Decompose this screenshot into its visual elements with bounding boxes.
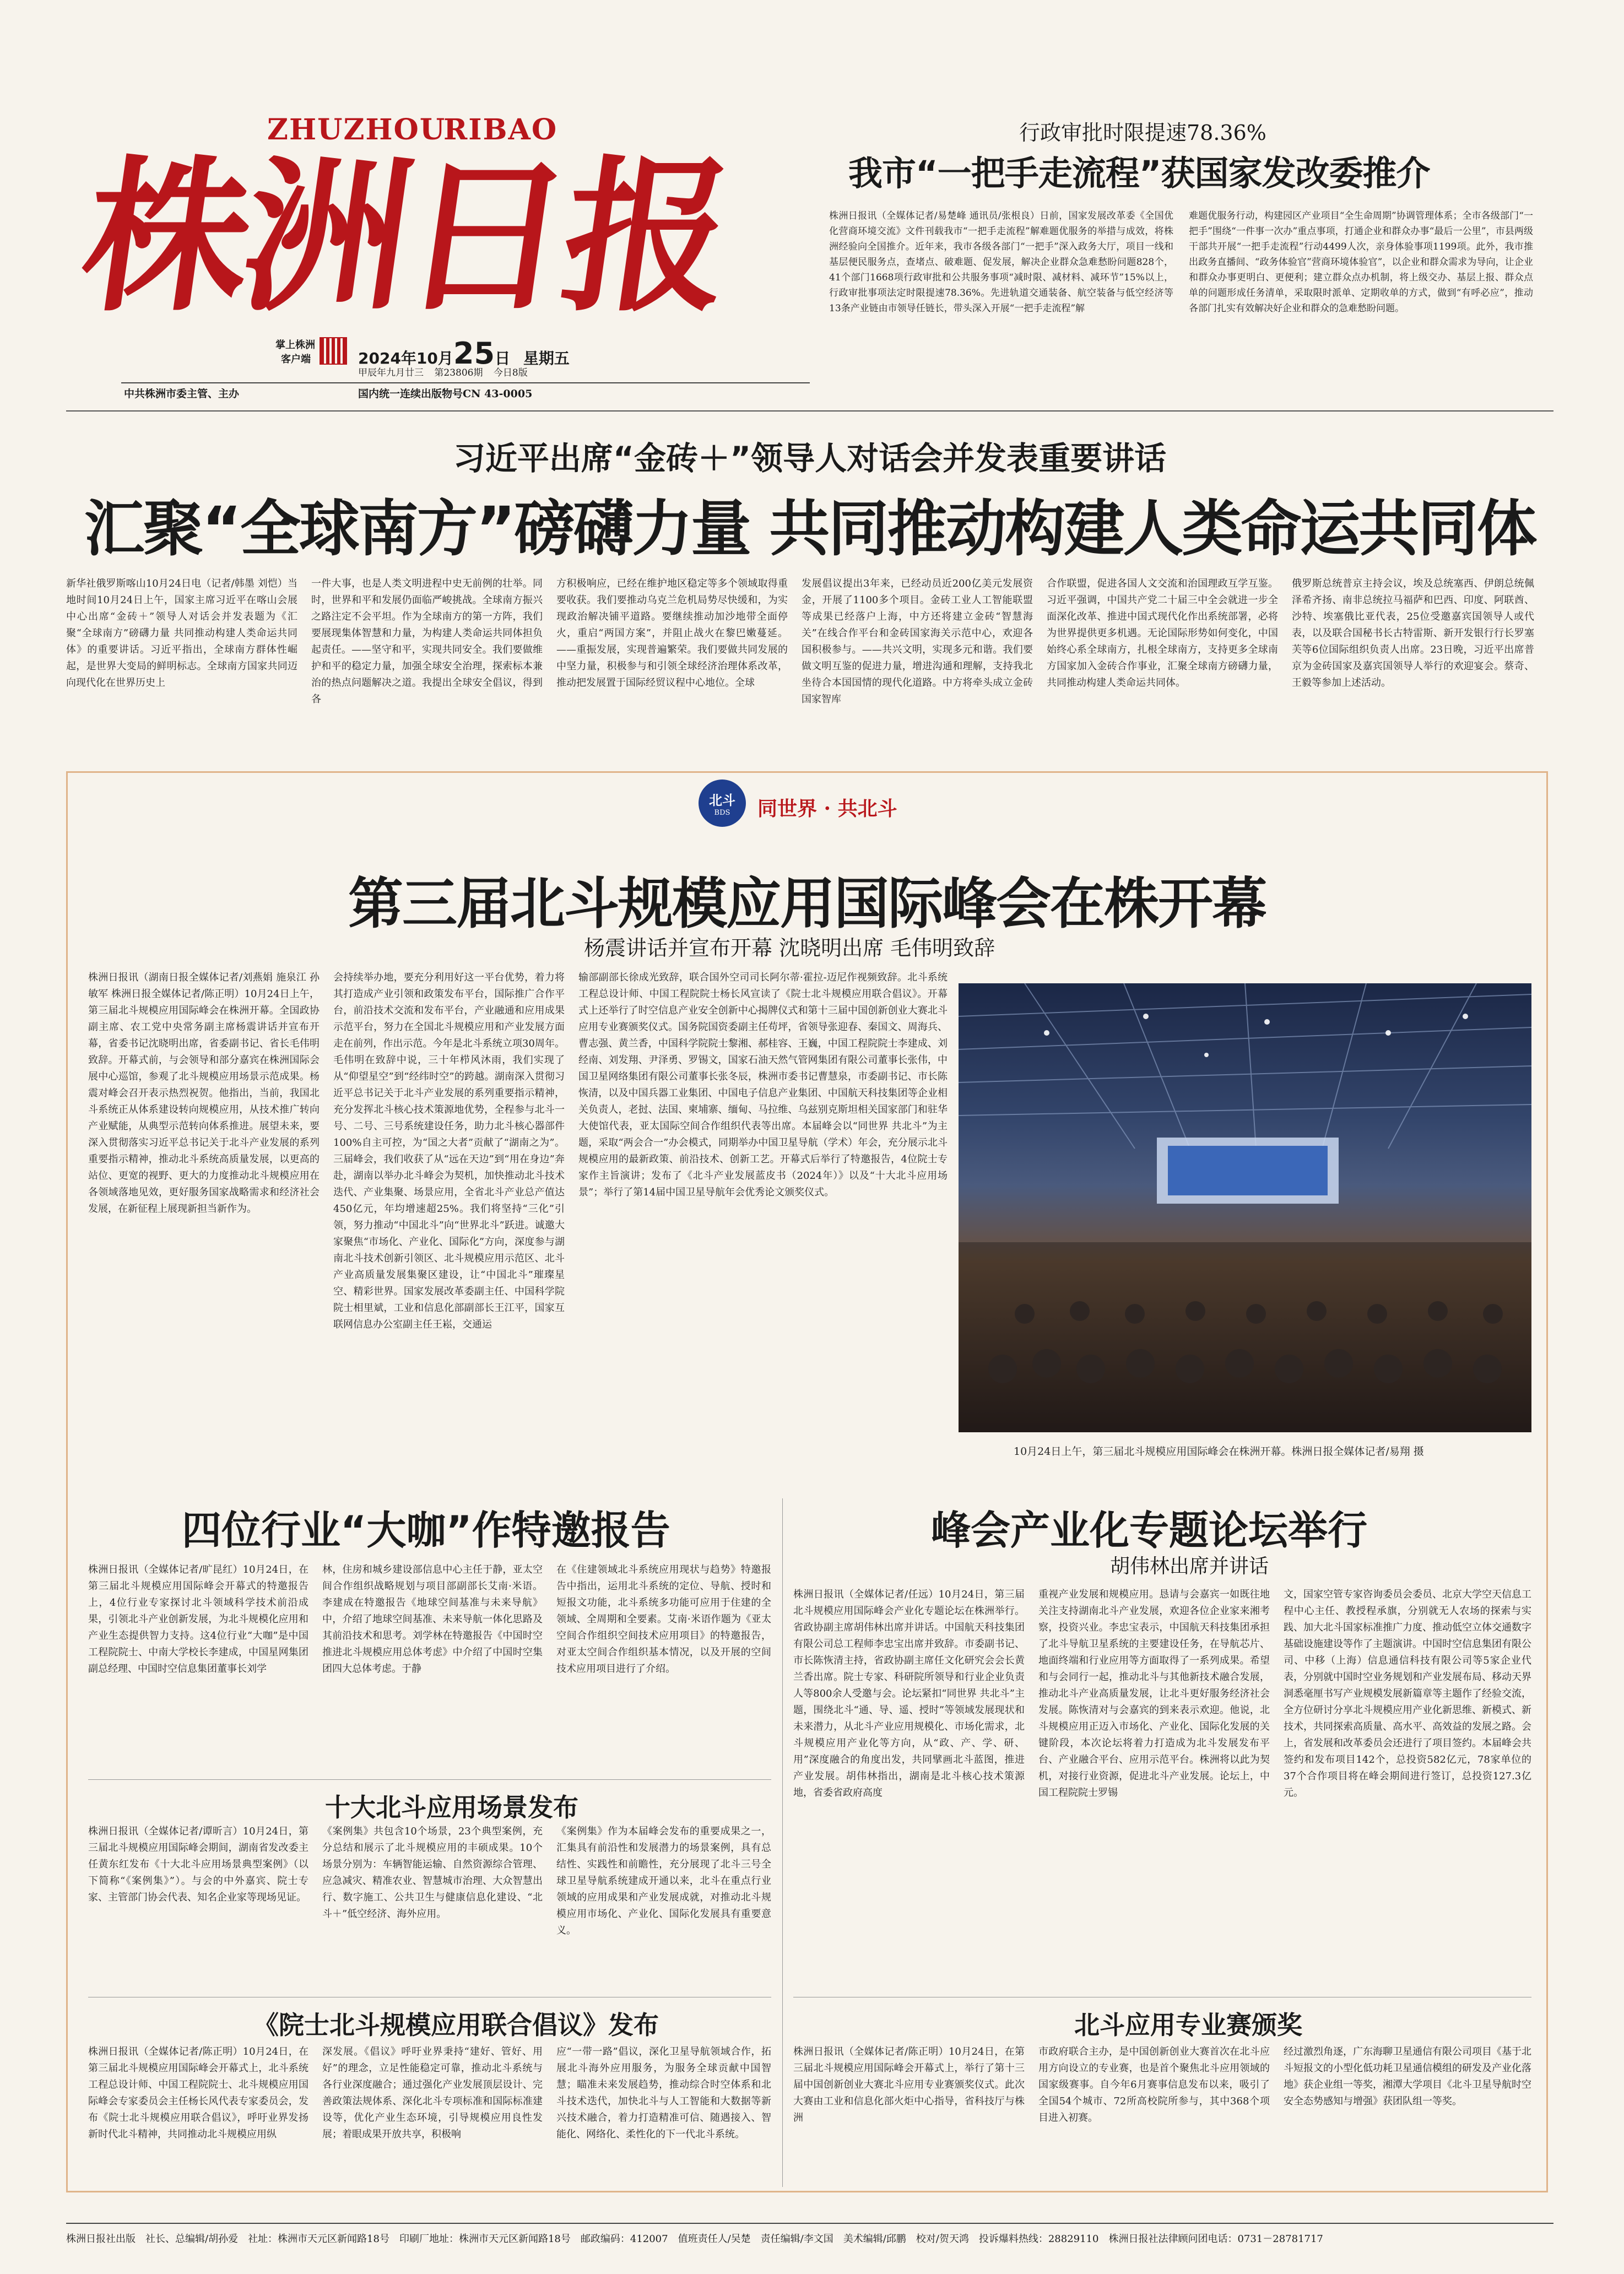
initiative-headline[interactable]: 《院士北斗规模应用联合倡议》发布 (253, 2010, 659, 2040)
initiative-col3: 应“一带一路”倡议，深化卫星导航领域合作，拓展北斗海外应用服务，为服务全球贡献中国智慧；瞄准未来发展趋势，推动综合时空体系和北斗技术迭代，加快北斗与人工智能和大数据等新兴技术融合，着力打造精准可信、随遇接入、智能化、网络化、柔性化的下一代北斗系统。 (556, 2046, 771, 2140)
beidou-subhead: 杨震讲话并宣布开幕 沈晓明出席 毛伟明致辞 (584, 936, 995, 960)
beidou-section-label: 同世界 · 共北斗 (757, 797, 897, 820)
page-count: 今日8版 (493, 367, 528, 378)
lead-kicker: 习近平出席“金砖＋”领导人对话会并发表重要讲话 (453, 440, 1167, 477)
forum-col1: 株洲日报讯（全媒体记者/任远）10月24日，第三届北斗规模应用国际峰会产业化专题论坛在株洲举行。省政协副主席胡伟林出席并讲话。中国航天科技集团有限公司总工程师李忠宝出席并致辞。市委副书记、市长陈恢清主持，省政协副主席任文化研究会会长黄兰香出席。院士专家、科研院所领导和行业企业负责人等800余人受邀与会。论坛紧扣“同世界 共北斗”主题，围绕北斗“通、导、遥、授时”等领域发展现状和未来潜力，从北斗产业应用规模化、市场化需求，北斗规模应用产业化等方向，从“政、产、学、研、用”深度融合的角度出发，共同擘画北斗蓝图，推进产业发展。胡伟林指出，湖南是北斗核心技术策源地，省委省政府高度 (793, 1589, 1025, 1799)
top-story-kicker: 行政审批时限提速78.36% (1019, 121, 1266, 145)
top-story-headline[interactable]: 我市“一把手走流程”获国家发改委推介 (848, 153, 1430, 193)
keynote-col3: 在《住建领域北斗系统应用现状与趋势》特邀报告中指出，运用北斗系统的定位、导航、授时和短报文功能，北斗系统多功能可应用于住建的全领域、全周期和全要素。艾南·米语作题为《亚太空间合作组织空间技术应用项目》的特邀报告，对亚太空间合作组织基本情况，以及开展的空间技术应用项目进行了介绍。 (556, 1564, 771, 1675)
scenarios-headline[interactable]: 十大北斗应用场景发布 (325, 1793, 578, 1822)
issue-number: 第23806期 (434, 367, 483, 378)
sponsor: 中共株洲市委主管、主办 (124, 388, 240, 400)
initiative-col2: 深发展。《倡议》呼吁业界秉持“建好、管好、用好”的理念，立足性能稳定可靠，推动北斗系统与各行业深度融合；通过强化产业发展顶层设计、完善政策法规体系、深化北斗专项标准和国际标准建设等，优化产业生态环境，引导规模应用良性发展；着眼成果开放共享，积极响 (322, 2046, 543, 2140)
top-story-col1: 株洲日报讯（全媒体记者/易楚峰 通讯员/张根良）日前，国家发展改革委《全国优化营商环境交流》文件刊载我市“一把手走流程”解难题优服务的举措与成效，将株洲经验向全国推介。近年来，我市各级各部门“一把手”深入政务大厅，项目一线和基层便民服务点，查堵点、破难题、促发展，解决企业群众急难愁盼问题828个，41个部门1668项行政审批和公共服务事项“减时限、减材料、减环节”15%以上，行政审批事项法定时限提速78.36%。先进轨道交通装备、航空装备与低空经济等13条产业链由市领导任链长，带头深入开展“一把手走流程”解 (829, 210, 1173, 314)
forum-col3: 文，国家空管专家咨询委员会委员、北京大学空天信息工程中心主任、教授程承旗，分别就无人农场的探索与实践、加大北斗国家标准推广力度、推动低空立体交通数字基础设施建设等作了主题演讲。中国时空信息集团有限公司、中移（上海）信息通信科技有限公司等5家企业代表，分别就中国时空业务规划和产业发展布局、移动天界洞悉毫厘书写产业规模发展新篇章等主题作了经验交流，全方位研讨分享北斗规模应用产业化新思维、新模式、新技术，共同探索高质量、高水平、高效益的发展之路。会上，省发展和改革委员会还进行了项目签约。本届峰会共签约和发布项目142个，总投资582亿元，78家单位的37个合作项目将在峰会期间进行签订，总投资127.3亿元。 (1284, 1589, 1531, 1799)
photo-caption: 10月24日上午，第三届北斗规模应用国际峰会在株洲开幕。株洲日报全媒体记者/易翔 摄 (1014, 1445, 1424, 1458)
date-suffix: 日 (495, 349, 511, 367)
date-prefix: 2024年10月 (358, 349, 453, 367)
award-col3: 经过激烈角逐，广东海聊卫星通信有限公司项目《基于北斗短报文的小型化低功耗卫星通信模组的研发及产业化落地》获企业组一等奖，湘潭大学项目《北斗卫星导航时空安全态势感知与增强》获团队组一等奖。 (1284, 2046, 1531, 2107)
scenarios-col3: 《案例集》作为本届峰会发布的重要成果之一，汇集具有前沿性和发展潜力的场景案例，具有总结性、实践性和前瞻性，充分展现了北斗三号全球卫星导航系统建成开通以来，北斗在重点行业领域的应用成果和产业发展成就，对推动北斗规模应用市场化、产业化、国际化发展具有重要意义。 (556, 1826, 771, 1936)
beidou-col1: 株洲日报讯（湖南日报全媒体记者/刘燕娟 施泉江 孙敏军 株洲日报全媒体记者/陈正明）10月24日上午，第三届北斗规模应用国际峰会在株洲开幕。全国政协副主席、农工党中央常务副主席杨震讲话并宣布开幕，省委书记沈晓明出席，省委副书记、省长毛伟明致辞。开幕式前，与会领导和部分嘉宾在株洲国际会展中心巡馆，参观了北斗规模应用场景示范成果。杨震对峰会召开表示热烈祝贺。他指出，当前，我国北斗系统正从体系建设转向规模应用，从技术推广转向产业赋能，从典型示范转向体系推进。展望未来，要深入贯彻落实习近平总书记关于北斗产业发展的系列重要指示精神，推动北斗系统高质量发展，以更高的站位、更宽的视野、更大的力度推动北斗规模应用在各领域落地见效，更好服务国家战略需求和经济社会发展，在新征程上展现新担当新作为。 (88, 972, 320, 1215)
lead-col3: 方积极响应，已经在维护地区稳定等多个领域取得重要收获。我们要推动乌克兰危机局势尽快缓和，为实现政治解决铺平道路。要继续推动加沙地带全面停火，重启“两国方案”，并阻止战火在黎巴嫩蔓延。——重振发展，实现普遍繁荣。我们要做共同发展的中坚力量，积极参与和引领全球经济治理体系改革，推动把发展置于国际经贸议程中心地位。全球 (556, 578, 788, 689)
masthead-title: 株洲日报 (72, 139, 738, 334)
award-col1: 株洲日报讯（全媒体记者/陈正明）10月24日，在第三届北斗规模应用国际峰会开幕式上，举行了第十三届中国创新创业大赛北斗应用专业赛颁奖仪式。此次大赛由工业和信息化部火炬中心指导，省科技厅与株洲 (793, 2046, 1025, 2124)
lead-col2: 一件大事，也是人类文明进程中史无前例的壮举。同时，世界和平和发展仍面临严峻挑战。全球南方振兴之路注定不会平坦。作为全球南方的第一方阵，我们要展现集体智慧和力量，为构建人类命运共同体担负起责任。——坚守和平，实现共同安全。我们要做维护和平的稳定力量，加强全球安全治理，探索标本兼治的热点问题解决之道。我提出全球安全倡议，得到各 (311, 578, 543, 705)
app-label: 掌上株洲 (275, 339, 315, 351)
beidou-logo-sub: BDS (714, 809, 730, 817)
initiative-col1: 株洲日报讯（全媒体记者/陈正明）10月24日，在第三届北斗规模应用国际峰会开幕式上，北斗系统工程总设计师、中国工程院院士、北斗规模应用国际峰会专家委员会主任杨长风代表专家委员会，发布《院士北斗规模应用联合倡议》，呼吁业界发扬新时代北斗精神，共同推动北斗规模应用纵 (88, 2046, 308, 2140)
beidou-logo (699, 779, 746, 827)
masthead-pinyin-left: ZHUZHOU (267, 113, 446, 147)
lunar-date: 甲辰年九月廿三 (358, 367, 424, 378)
photo-illustration (959, 983, 1531, 1432)
issue-line (358, 365, 528, 378)
forum-col2: 重视产业发展和规模应用。恳请与会嘉宾一如既往地关注支持湖南北斗产业发展，欢迎各位企业家来湘考察，投资兴业。李忠宝表示，中国航天科技集团承担了北斗导航卫星系统的主要建设任务，在导航芯片、地面终端和行业应用等方面取得了一系列成果。希望和与会同行一起，推动北斗与其他新技术融合发展，推动北斗产业高质量发展，让北斗更好服务经济社会发展。陈恢清对与会嘉宾的到来表示欢迎。他说，北斗规模应用正迈入市场化、产业化、国际化发展的关键阶段，本次论坛将着力打造成为北斗发展发布平台、产业融合平台、应用示范平台。株洲将以此为契机，对接行业资源，促进北斗产业发展。论坛上，中国工程院院士罗锡 (1038, 1589, 1270, 1799)
beidou-headline[interactable]: 第三届北斗规模应用国际峰会在株开幕 (348, 871, 1266, 936)
lead-col5: 合作联盟，促进各国人文交流和治国理政互学互鉴。习近平强调，中国共产党二十届三中全会就进一步全面深化改革、推进中国式现代化作出系统部署，必将为世界提供更多机遇。无论国际形势如何变化，中国始终心系全球南方，扎根全球南方，支持更多全球南方国家加入金砖合作事业，汇聚全球南方磅礴力量，共同推动构建人类命运共同体。 (1047, 578, 1278, 689)
scenarios-col1: 株洲日报讯（全媒体记者/谭昕言）10月24日，第三届北斗规模应用国际峰会期间，湖南省发改委主任黄东红发布《十大北斗应用场景典型案例》（以下简称“《案例集》”）。与会的中外嘉宾、院士专家、主管部门协会代表、知名企业家等现场见证。 (88, 1826, 308, 1903)
beidou-col3: 输部副部长徐成光致辞，联合国外空司司长阿尔蒂·霍拉-迈尼作视频致辞。北斗系统工程总设计师、中国工程院院士杨长风宣读了《院士北斗规模应用联合倡议》。开幕式上还举行了时空信息产业安全创新中心揭牌仪式和第十三届中国创新创业大赛北斗应用专业赛颁奖仪式。国务院国资委副主任苟坪，省领导张迎春、秦国文、周海兵、曹志强、黄兰香，中国科学院院士黎湘、郝桂容、王巍，中国工程院院士李建成、刘经南、刘发翔、尹泽勇、罗锡文，国家石油天然气管网集团有限公司董事长张伟，中国卫星网络集团有限公司董事长张冬辰，株洲市委书记曹慧泉，市委副书记、市长陈恢清，以及中国兵器工业集团、中国电子信息产业集团、中国航天科技集团等企业相关负责人，老挝、法国、柬埔寨、缅甸、马拉维、乌兹别克斯坦相关国家部门和驻华大使馆代表，亚太国际空间合作组织代表等出席。本届峰会以“同世界 共北斗”为主题，采取“两会合一”办会模式，同期举办中国卫星导航（学术）年会，充分展示北斗规模应用的最新政策、前沿技术、创新工艺。开幕式后举行了特邀报告，4位院士专家作主旨演讲；发布了《北斗产业发展蓝皮书（2024年）》以及“十大北斗应用场景”；举行了第14届中国卫星导航年会优秀论文颁奖仪式。 (578, 972, 948, 1198)
app-sub: 客户端 (281, 354, 311, 365)
lead-col6: 俄罗斯总统普京主持会议，埃及总统塞西、伊朗总统佩泽希齐扬、南非总统拉马福萨和巴西、印度、阿联酋、沙特、埃塞俄比亚代表，25位受邀嘉宾国领导人或代表，以及联合国秘书长古特雷斯、新开发银行行长罗塞芙等6位国际组织负责人出席。23日晚，习近平出席普京为金砖国家及嘉宾国领导人举行的欢迎宴会。蔡奇、王毅等参加上述活动。 (1292, 578, 1534, 689)
cn-number: 国内统一连续出版物号CN 43-0005 (358, 388, 533, 400)
lead-col4: 发展倡议提出3年来，已经动员近200亿美元发展资金，开展了1100多个项目。金砖工业人工智能联盟等成果已经落户上海，中方还将建立金砖“智慧海关”在线合作平台和金砖国家海关示范中心，欢迎各国积极参与。——共兴文明，实现多元和谐。我们要做文明互鉴的促进力量，增进沟通和理解，支持我北坐待合本国国情的现代化道路。中方将牵头成立金砖国家智库 (802, 578, 1033, 705)
forum-subhead: 胡伟林出席并讲话 (1110, 1555, 1269, 1578)
lead-headline[interactable]: 汇聚“全球南方”磅礴力量 共同推动构建人类命运共同体 (84, 494, 1536, 564)
beidou-conference-photo[interactable] (959, 983, 1531, 1432)
weekday: 星期五 (523, 349, 570, 367)
top-story-col2: 难题优服务行动，构建园区产业项目“全生命周期”协调管理体系；全市各级部门“一把手”围绕“一件事一次办”重点事项，打通企业和群众办事“最后一公里”，市县两级干部共开展“一把手走流程”行动4499人次，亲身体验事项1199项。此外，我市推出政务直播间、“政务体验官”营商环境体验官”，以企业和群众需求为导向，让企业和群众办事更明白、更便利；建立群众点办机制，将上级交办、基层上报、群众点单的问题形成任务清单，采取限时派单、定期收单的方式，做到“有呼必应”，推动各部门扎实有效解决好企业和群众的急难愁盼问题。 (1189, 210, 1533, 314)
lead-col1: 新华社俄罗斯喀山10月24日电（记者/韩墨 刘恺）当地时间10月24日上午，国家主席习近平在喀山会展中心出席“金砖＋”领导人对话会并发表题为《汇聚“全球南方”磅礴力量 共同推动构建人类命运共同体》的重要讲话。习近平指出，全球南方群体性崛起，是世界大变局的鲜明标志。全球南方国家共同迈向现代化在世界历史上 (66, 578, 297, 689)
award-col2: 市政府联合主办，是中国创新创业大赛首次在北斗应用方向设立的专业赛，也是首个聚焦北斗应用领域的国家级赛事。自今年6月赛事信息发布以来，吸引了全国54个城市、72所高校院所参与，其中368个项目进入初赛。 (1038, 2046, 1270, 2124)
keynote-headline[interactable]: 四位行业“大咖”作特邀报告 (182, 1507, 670, 1553)
date-day: 25 (453, 336, 495, 371)
beidou-logo-text: 北斗 (709, 792, 735, 808)
masthead-pinyin-right: RIBAO (443, 113, 558, 147)
footer-line: 株洲日报社出版 社长、总编辑/胡孙爱 社址：株洲市天元区新闻路18号 印刷厂地址：株洲市天元区新闻路18号 邮政编码：412007 值班责任人/吴楚 责任编辑/李文国 美术编辑/邱鹏 校对/贺天鸿 投诉爆料热线：28829110 株洲日报社法律顾问团电话：0731－28781717 (66, 2233, 1323, 2245)
forum-headline[interactable]: 峰会产业化专题论坛举行 (931, 1507, 1368, 1553)
keynote-col1: 株洲日报讯（全媒体记者/旷昆红）10月24日，在第三届北斗规模应用国际峰会开幕式的特邀报告上，4位行业专家探讨北斗领域科学技术前沿成果，引领北斗产业创新发展，为北斗规模化应用和产业生态提供智力支持。这4位行业“大咖”是中国工程院院士、中南大学校长李建成，中国星网集团副总经理、中国时空信息集团董事长刘学 (88, 1564, 308, 1675)
keynote-col2: 林，住房和城乡建设部信息中心主任于静，亚太空间合作组织战略规划与项目部副部长艾南·米语。李建成在特邀报告《地球空间基准与未来导航》中，介绍了地球空间基准、未来导航一体化思路及其前沿技术和思考。刘学林在特邀报告《中国时空推进北斗规模应用总体考虑》中介绍了中国时空集团四大总体考虑。于静 (322, 1564, 543, 1675)
award-headline[interactable]: 北斗应用专业赛颁奖 (1074, 2010, 1302, 2040)
beidou-col2: 会持续举办地，要充分利用好这一平台优势，着力将其打造成产业引领和政策发布平台，国际推广合作平台，前沿技术交流和发布平台，产业融通和应用成果示范平台，努力在全国北斗规模应用和产业发展方面走在前列，作出示范。今年是北斗系统立项30周年。毛伟明在致辞中说，三十年栉风沐雨，我们实现了从“仰望星空”到“经纬时空”的跨越。湖南深入贯彻习近平总书记关于北斗产业发展的系列重要指示精神，充分发挥北斗核心技术策源地优势，全程参与北斗一号、二号、三号系统建设任务，助力北斗核心器部件100%自主可控，为“国之大者”贡献了“湖南之为”。三届峰会，我们收获了从“远在天边”到“用在身边”奔赴，湖南以举办北斗峰会为契机，加快推动北斗技术迭代、产业集聚、场景应用，全省北斗产业总产值达450亿元，年均增速超25%。我们将坚持“三化”引领，努力推动“中国北斗”向“世界北斗”跃进。诚邀大家聚焦“市场化、产业化、国际化”方向，深度参与湖南北斗技术创新引领区、北斗规模应用示范区、北斗产业高质量发展集聚区建设，让“中国北斗”璀璨星空、精彩世界。国家发展改革委副主任、中国科学院院士相里斌，工业和信息化部副部长王江平，国家互联网信息办公室副主任王崧，交通运 (333, 972, 565, 1330)
qr-code[interactable] (320, 337, 347, 365)
scenarios-col2: 《案例集》共包含10个场景，23个典型案例，充分总结和展示了北斗规模应用的丰硕成果。10个场景分别为：车辆智能运输、自然资源综合管理、应急减灾、精准农业、智慧城市治理、大众智慧出行、数字施工、公共卫生与健康信息化建设、“北斗＋”低空经济、海外应用。 (322, 1826, 543, 1920)
